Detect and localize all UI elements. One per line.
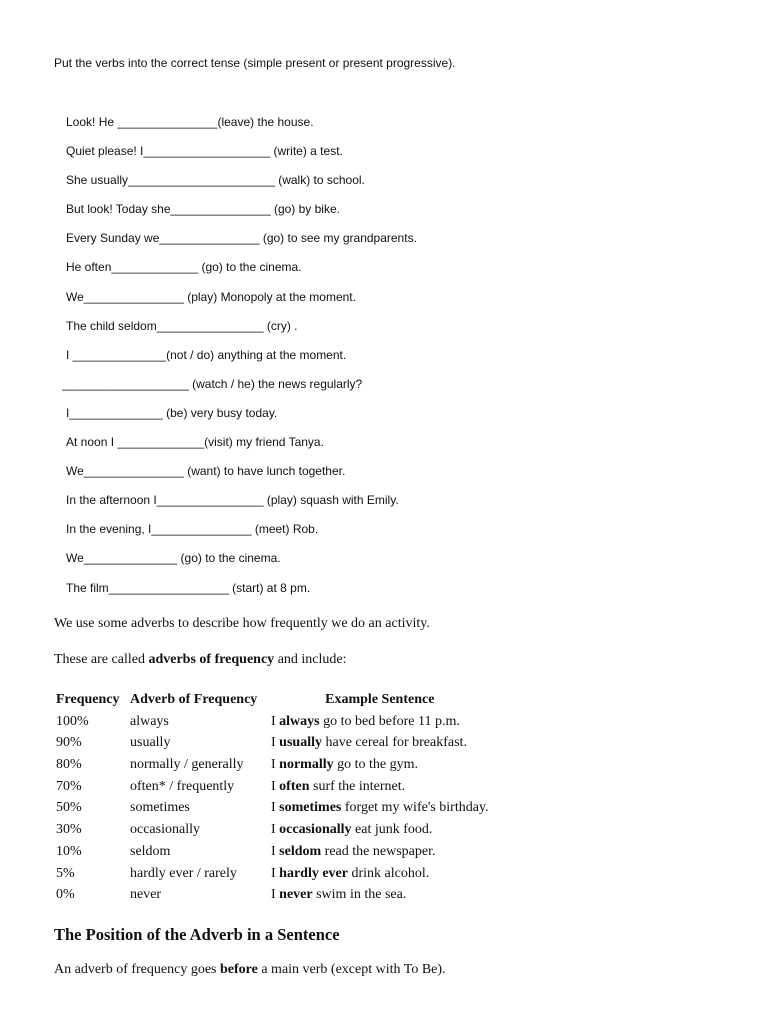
table-header-row (54, 690, 489, 712)
exercise-item: The film__________________ (start) at 8 pm. (66, 580, 311, 595)
example-cell (271, 755, 489, 777)
example-cell (271, 777, 489, 799)
example-adverb: seldom (279, 843, 322, 859)
exercise-item: ___________________ (watch / he) the news regularly? (62, 376, 363, 391)
rule-text: a main verb (except with To Be). (257, 962, 446, 977)
instruction-text: Put the verbs into the correct tense (simple present or present progressive). (54, 56, 456, 70)
example-text: I (271, 713, 280, 729)
exercise-item: In the afternoon I________________ (play) squash with Emily. (66, 493, 399, 508)
rule-paragraph (54, 962, 446, 978)
example-text: I (271, 887, 280, 903)
example-text: I (271, 865, 280, 881)
frequency-cell: 0% (56, 887, 75, 903)
example-adverb: occasionally (279, 822, 352, 838)
frequency-cell: 70% (56, 778, 82, 794)
exercise-item: At noon I _____________(visit) my friend Tanya. (66, 435, 324, 450)
example-cell (271, 712, 489, 734)
adverb-cell: usually (130, 735, 171, 751)
frequency-cell: 90% (56, 735, 82, 751)
table-row (54, 755, 489, 777)
exercise-item: She usually______________________ (walk) to school. (66, 173, 365, 188)
exercise-item: The child seldom________________ (cry) . (66, 318, 298, 333)
example-text: I (271, 843, 280, 859)
exercise-list (62, 113, 417, 608)
example-text: go to bed before 11 p.m. (319, 713, 460, 729)
table-row (54, 798, 489, 820)
example-text: swim in the sea. (312, 887, 407, 903)
example-adverb: often (279, 778, 310, 794)
table-row (54, 777, 489, 799)
adverb-cell: hardly ever / rarely (130, 865, 237, 881)
example-adverb: always (279, 713, 320, 729)
example-adverb: sometimes (279, 800, 342, 816)
intro-text: and include: (274, 652, 347, 667)
adverb-cell: seldom (130, 843, 171, 859)
exercise-item: In the evening, I_______________ (meet) Rob. (66, 522, 319, 537)
example-text: surf the internet. (309, 778, 406, 794)
exercise-item: I______________ (be) very busy today. (66, 405, 278, 420)
example-text: eat junk food. (351, 822, 433, 838)
example-adverb: normally (279, 757, 334, 773)
example-cell (271, 842, 489, 864)
section-heading: The Position of the Adverb in a Sentence (54, 925, 340, 944)
exercise-item: We_______________ (want) to have lunch together. (66, 464, 346, 479)
exercise-item: But look! Today she_______________ (go) by bike. (66, 202, 340, 217)
example-text: read the newspaper. (321, 843, 436, 859)
intro-text: These are called (54, 652, 149, 667)
frequency-cell: 5% (56, 865, 75, 881)
example-cell (271, 798, 489, 820)
example-text: I (271, 757, 280, 773)
frequency-cell: 50% (56, 800, 82, 816)
table-row (54, 712, 489, 734)
rule-text: An adverb of frequency goes (54, 962, 220, 977)
frequency-cell: 100% (56, 713, 89, 729)
example-text: forget my wife's birthday. (341, 800, 489, 816)
example-cell (271, 864, 489, 886)
adverb-cell: never (130, 887, 162, 903)
example-text: I (271, 800, 280, 816)
example-adverb: usually (279, 735, 322, 751)
example-adverb: never (279, 887, 313, 903)
exercise-item: He often_____________ (go) to the cinema. (66, 260, 302, 275)
example-text: I (271, 735, 280, 751)
table-row (54, 842, 489, 864)
intro-term: adverbs of frequency (148, 652, 275, 667)
exercise-item: We______________ (go) to the cinema. (66, 551, 281, 566)
table-row (54, 864, 489, 886)
exercise-item: Look! He _______________(leave) the house. (66, 115, 314, 129)
frequency-cell: 30% (56, 822, 82, 838)
exercise-item: Every Sunday we_______________ (go) to see my grandparents. (66, 231, 417, 246)
adverbs-frequency-table (54, 690, 489, 907)
frequency-cell: 80% (56, 757, 82, 773)
example-text: go to the gym. (333, 757, 419, 773)
example-cell (271, 885, 489, 907)
frequency-cell: 10% (56, 843, 82, 859)
adverb-cell: always (130, 713, 169, 729)
table-row (54, 733, 489, 755)
exercise-item: Quiet please! I___________________ (write) a test. (66, 144, 343, 159)
header-adverb: Adverb of Frequency (130, 692, 258, 707)
intro-paragraph-definition (54, 652, 347, 668)
adverb-cell: often* / frequently (130, 778, 235, 794)
example-cell (271, 733, 489, 755)
adverb-cell: normally / generally (130, 757, 244, 773)
rule-emphasis: before (220, 962, 258, 977)
intro-paragraph: We use some adverbs to describe how frequently we do an activity. (54, 616, 430, 631)
table-row (54, 885, 489, 907)
example-text: I (271, 822, 280, 838)
example-text: drink alcohol. (348, 865, 430, 881)
example-text: I (271, 778, 280, 794)
adverb-cell: occasionally (130, 822, 200, 838)
header-frequency: Frequency (56, 692, 120, 707)
example-text: have cereal for breakfast. (321, 735, 467, 751)
example-cell (271, 820, 489, 842)
example-adverb: hardly ever (279, 865, 348, 881)
adverb-cell: sometimes (130, 800, 190, 816)
header-example: Example Sentence (325, 692, 435, 707)
exercise-item: I ______________(not / do) anything at the moment. (66, 347, 347, 362)
exercise-item: We_______________ (play) Monopoly at the moment. (66, 289, 356, 304)
table-row (54, 820, 489, 842)
